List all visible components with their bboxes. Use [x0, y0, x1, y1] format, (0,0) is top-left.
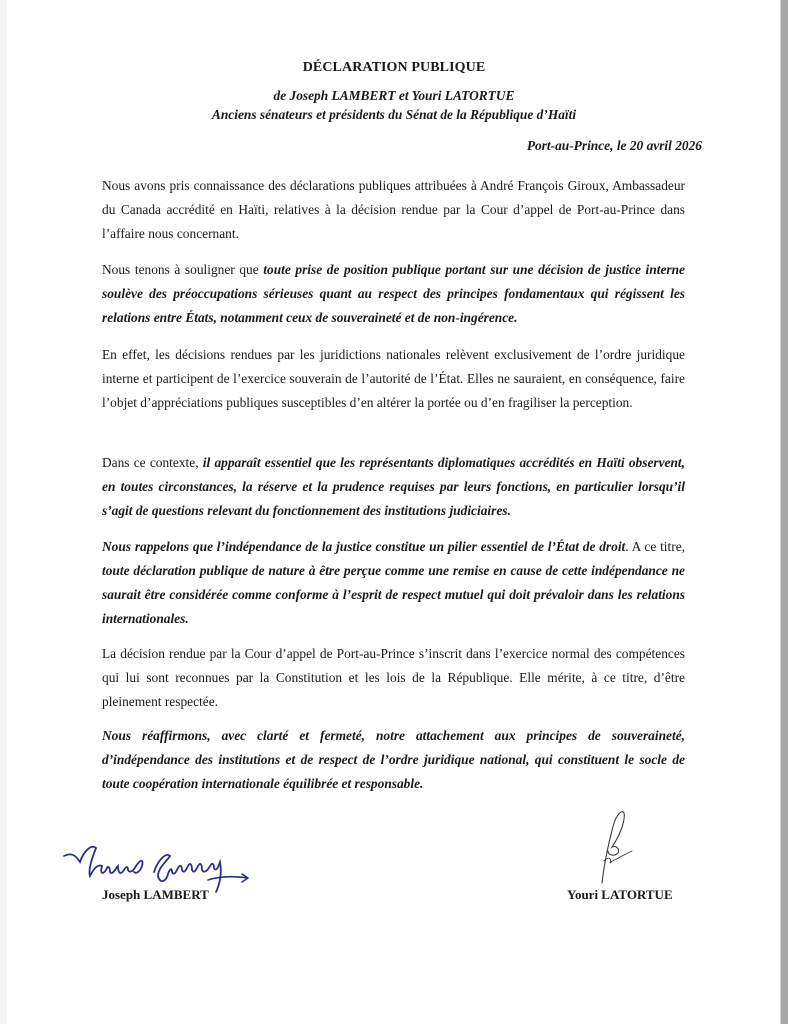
emphasized-text: Nous réaffirmons, avec clarté et fermeté, notre attachement aux principes de souveraineté, d’indépendance des institutions et de respect de l’ordre juridique national, qui constituent le socle de toute coopération internationale équilibrée et responsable.	[102, 728, 685, 791]
paragraph-3	[102, 343, 685, 415]
document-subtitle	[0, 86, 788, 124]
emphasized-text: toute prise de position publique portant sur une décision de justice interne soulève des préoccupations sérieuses quant au respect des principes fondamentaux qui régissent les relations entre États, notamment ceux de souveraineté et de non-ingérence.	[102, 262, 685, 325]
body-text: En effet, les décisions rendues par les juridictions nationales relèvent exclusivement de l’ordre juridique interne et participent de l’exercice souverain de l’autorité de l’État. Elles ne sauraient, en conséquence, faire l’objet d’appréciations publiques susceptibles d’en altérer la portée ou d’en fragiliser la perception.	[102, 347, 685, 410]
paragraph-5	[102, 535, 685, 631]
body-text: Dans ce contexte,	[102, 455, 203, 470]
document-title: DÉCLARATION PUBLIQUE	[302, 60, 486, 75]
emphasized-text: toute déclaration publique de nature à être perçue comme une remise en cause de cette indépendance ne saurait être considérée comme conforme à l’esprit de respect mutuel qui doit prévaloir dans les relations internationales.	[102, 563, 685, 626]
signatory-name-lambert: Joseph LAMBERT	[102, 887, 209, 902]
emphasized-text: il apparaît essentiel que les représentants diplomatiques accrédités en Haïti observent, en toutes circonstances, la réserve et la prudence requises par leurs fonctions, en particulier lorsqu’il s’agit de questions relevant du fonctionnement des institutions judiciaires.	[102, 455, 685, 518]
paragraph-6	[102, 642, 685, 714]
signature-latortue-icon	[590, 805, 640, 885]
subtitle-roles: Anciens sénateurs et présidents du Sénat de la République d’Haïti	[211, 107, 577, 122]
paragraph-2	[102, 258, 685, 330]
paragraph-1	[102, 174, 685, 246]
body-text: La décision rendue par la Cour d’appel de Port-au-Prince s’inscrit dans l’exercice normal des compétences qui lui sont reconnues par la Constitution et les lois de la République. Elle mérite, à ce titre, d’être pleinement respectée.	[102, 646, 685, 709]
page-edge-scrollbar	[780, 0, 788, 1024]
subtitle-authors: de Joseph LAMBERT et Youri LATORTUE	[273, 88, 515, 103]
signatory-name-latortue: Youri LATORTUE	[567, 887, 673, 902]
paragraph-4	[102, 451, 685, 523]
body-text: Nous avons pris connaissance des déclarations publiques attribuées à André François Giroux, Ambassadeur du Canada accrédité en Haïti, relatives à la décision rendue par la Cour d’appel de Port-au-Prince dans l’affaire nous concernant.	[102, 178, 685, 241]
emphasized-text: Nous rappelons que l’indépendance de la justice constitue un pilier essentiel de l’État de droit	[102, 539, 626, 554]
body-text: Nous tenons à souligner que	[102, 262, 264, 277]
paragraph-7	[102, 724, 685, 796]
body-text: . A ce titre,	[625, 539, 685, 554]
date-line: Port-au-Prince, le 20 avril 2026	[526, 138, 702, 153]
